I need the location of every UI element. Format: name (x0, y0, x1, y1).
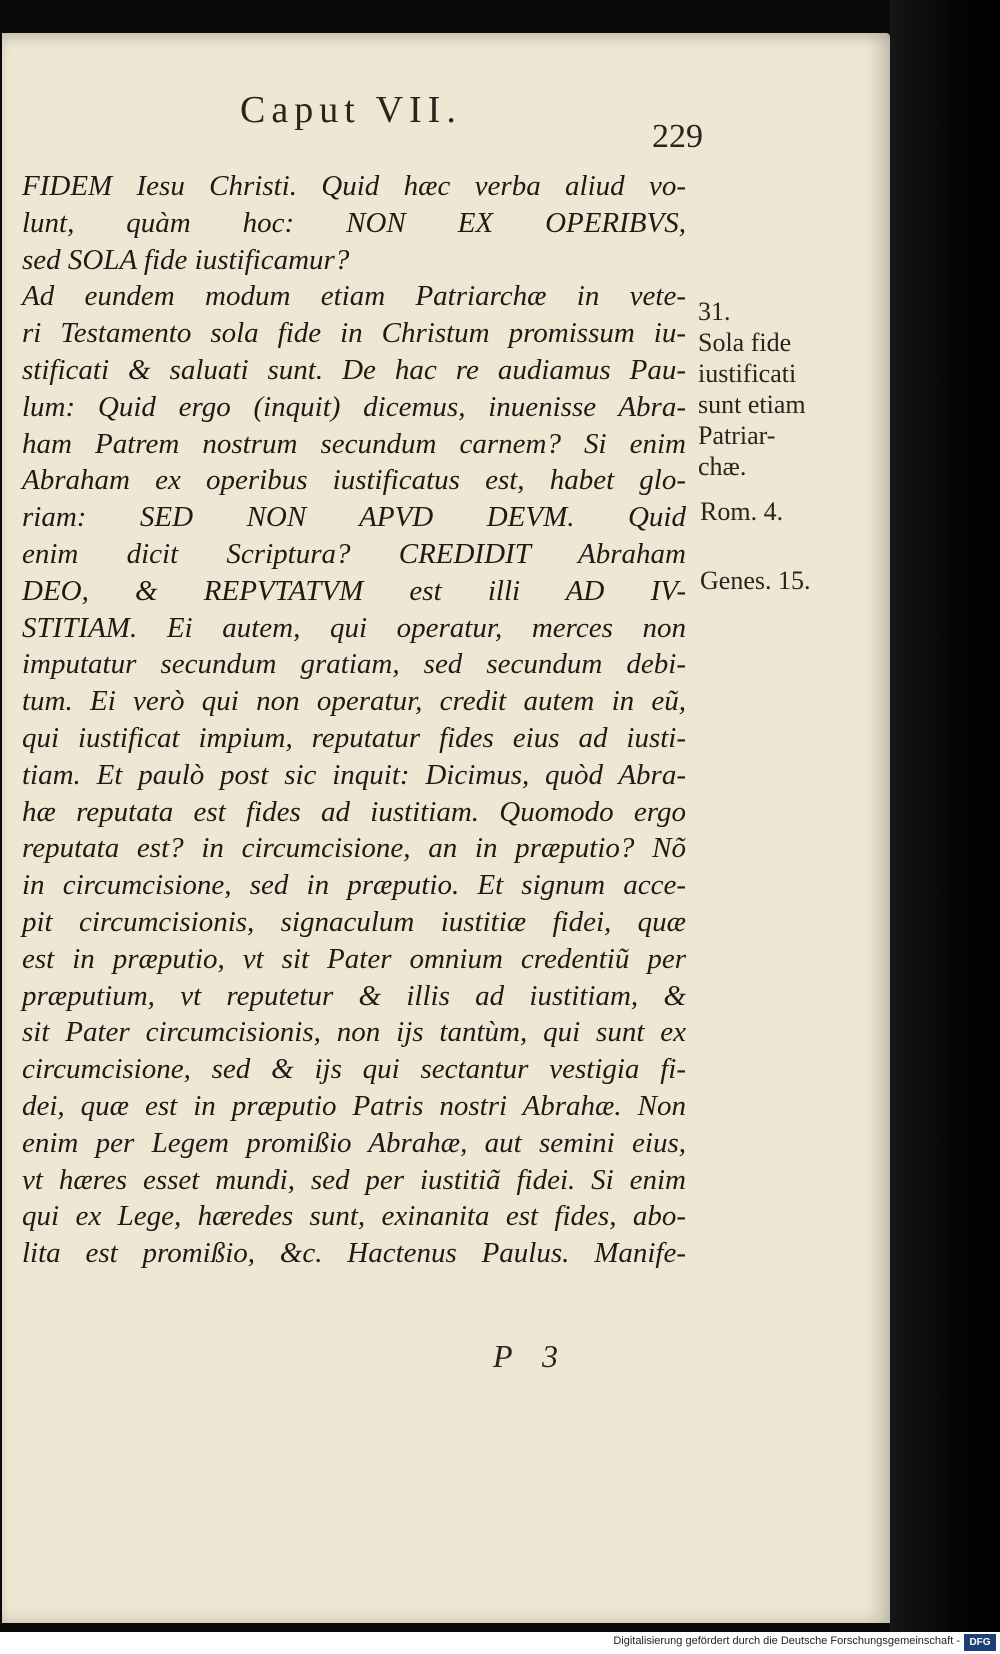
text-line: ham Patrem nostrum secundum carnem? Si enim (22, 427, 686, 460)
text-line: enim per Legem promißio Abrahæ, aut semini eius, (22, 1126, 686, 1159)
text-line: sed SOLA fide iustificamur? (22, 243, 350, 276)
text-line: hæ reputata est fides ad iustitiam. Quomodo ergo (22, 795, 686, 828)
text-line: est in præputio, vt sit Pater omnium credentiũ per (22, 942, 686, 975)
text-line: enim dicit Scriptura? CREDIDIT Abraham (22, 537, 686, 570)
digitization-credit: Digitalisierung gefördert durch die Deutsche Forschungsgemeinschaft - (613, 1635, 960, 1647)
running-head: Caput VII. (240, 89, 462, 131)
margin-note-line: 31. (698, 297, 731, 326)
page-number: 229 (652, 118, 703, 155)
dfg-logo: DFG (964, 1634, 996, 1651)
margin-note-line: iustificati (698, 359, 797, 388)
dark-background (890, 0, 1000, 1654)
signature-mark: P 3 (493, 1338, 558, 1374)
margin-note-line: Sola fide (698, 328, 792, 357)
text-line: Ad eundem modum etiam Patriarchæ in vete- (22, 280, 686, 313)
margin-note-line: sunt etiam (698, 390, 806, 419)
margin-note-rom: Rom. 4. (700, 497, 784, 526)
footer-bar (0, 1632, 1000, 1654)
text-line: circumcisione, sed & ijs qui sectantur vestigia fi- (22, 1053, 686, 1086)
text-line: sit Pater circumcisionis, non ijs tantùm, qui sunt ex (22, 1016, 686, 1049)
text-line: lita est promißio, &c. Hactenus Paulus. Manife- (22, 1237, 686, 1270)
margin-note-genes: Genes. 15. (700, 566, 811, 595)
text-line: lunt, quàm hoc: NON EX OPERIBVS, (22, 206, 686, 239)
text-line: dei, quæ est in præputio Patris nostri Abrahæ. Non (22, 1089, 686, 1122)
text-line: qui ex Lege, hæredes sunt, exinanita est fides, abo- (22, 1200, 686, 1233)
text-line: tiam. Et paulò post sic inquit: Dicimus, quòd Abra- (22, 758, 686, 791)
text-line: DEO, & REPVTATVM est illi AD IV- (22, 574, 686, 607)
text-line: imputatur secundum gratiam, sed secundum debi- (22, 648, 686, 681)
text-line: vt hæres esset mundi, sed per iustitiã fidei. Si enim (22, 1163, 686, 1196)
margin-note-31 (698, 296, 806, 482)
text-line: riam: SED NON APVD DEVM. Quid (22, 501, 686, 534)
text-line: Abraham ex operibus iustificatus est, habet glo- (22, 464, 686, 497)
text-line: pit circumcisionis, signaculum iustitiæ fidei, quæ (22, 905, 686, 938)
text-line: in circumcisione, sed in præputio. Et signum acce- (22, 869, 686, 902)
text-line: lum: Quid ergo (inquit) dicemus, inuenisse Abra- (22, 390, 686, 423)
text-line: tum. Ei verò qui non operatur, credit autem in eũ, (22, 685, 686, 718)
text-line: reputata est? in circumcisione, an in præputio? Nõ (22, 832, 686, 865)
text-line: stificati & saluati sunt. De hac re audiamus Pau- (22, 353, 686, 386)
text-line: præputium, vt reputetur & illis ad iustitiam, & (22, 979, 686, 1012)
text-line: FIDEM Iesu Christi. Quid hæc verba aliud vo- (22, 170, 686, 202)
text-line: ri Testamento sola fide in Christum promissum iu- (22, 317, 686, 350)
margin-note-line: Patriar- (698, 421, 776, 450)
text-line: STITIAM. Ei autem, qui operatur, merces non (22, 611, 686, 644)
main-text (22, 168, 686, 1272)
text-line: qui iustificat impium, reputatur fides eius ad iusti- (22, 721, 686, 754)
margin-note-line: chæ. (698, 452, 747, 481)
